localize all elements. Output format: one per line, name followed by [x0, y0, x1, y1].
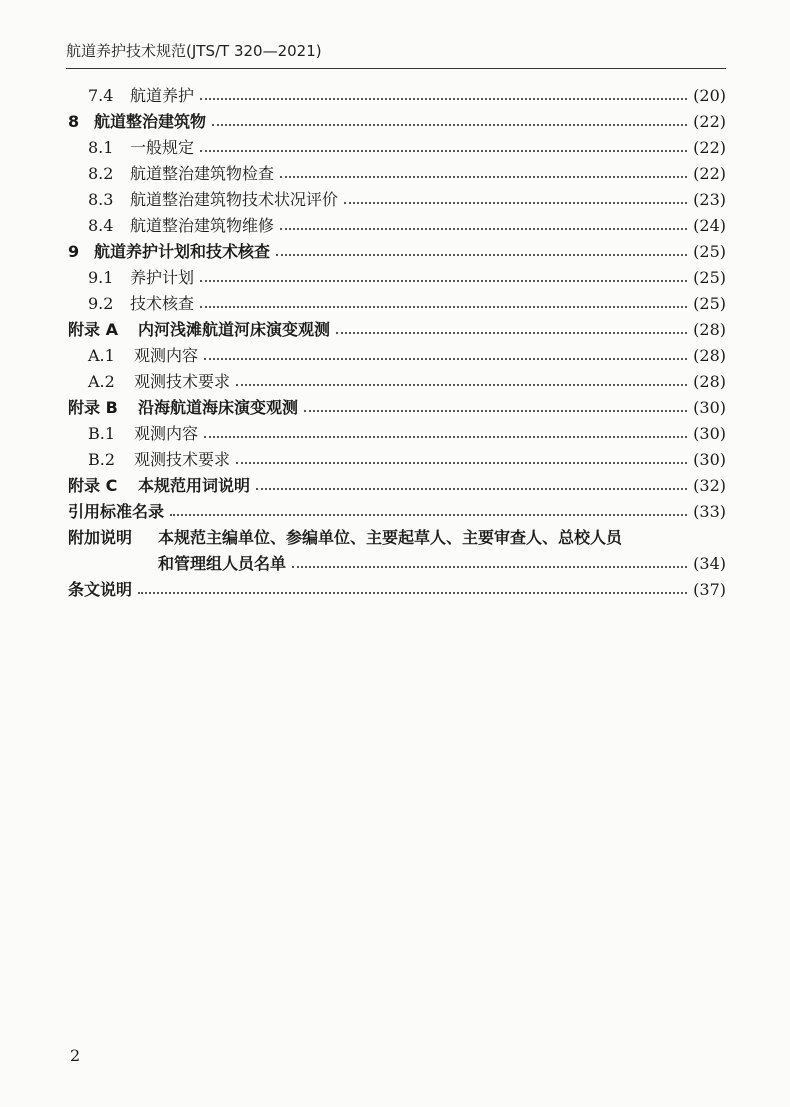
toc-number: A.1: [88, 346, 115, 365]
toc-number: 附加说明: [68, 528, 133, 547]
toc-number: 9: [68, 242, 80, 261]
toc-page: (37): [693, 580, 726, 599]
toc-number: 附录 B: [68, 398, 118, 417]
toc-number: 8.3: [88, 190, 114, 209]
toc-entry[interactable]: [88, 291, 726, 317]
toc-number: 附录 A: [68, 320, 118, 339]
toc-entry[interactable]: [68, 499, 726, 525]
dot-leader: [336, 332, 687, 334]
toc-entry[interactable]: [68, 317, 726, 343]
dot-leader: [200, 306, 687, 308]
toc-entry[interactable]: [88, 213, 726, 239]
toc-entry[interactable]: [88, 421, 726, 447]
toc-title: 航道整治建筑物: [94, 112, 207, 131]
dot-leader: [138, 592, 687, 594]
toc-entry[interactable]: [88, 135, 726, 161]
toc-page: (32): [693, 476, 726, 495]
dot-leader: [236, 462, 687, 464]
toc-entry[interactable]: [68, 525, 726, 551]
dot-leader: [292, 566, 687, 568]
toc-page: (28): [693, 372, 726, 391]
toc-page: (30): [693, 450, 726, 469]
toc-title: 本规范主编单位、参编单位、主要起草人、主要审查人、总校人员: [158, 528, 623, 547]
toc-entry[interactable]: [68, 395, 726, 421]
toc-title: 养护计划: [130, 268, 195, 287]
dot-leader: [256, 488, 687, 490]
toc-title: 本规范用词说明: [138, 476, 251, 495]
running-header: 航道养护技术规范(JTS/T 320—2021): [66, 42, 322, 60]
toc-number: 7.4: [88, 86, 114, 105]
toc-entry[interactable]: [88, 83, 726, 109]
dot-leader: [204, 436, 687, 438]
toc-entry[interactable]: [68, 473, 726, 499]
dot-leader: [276, 254, 687, 256]
toc-number: B.2: [88, 450, 116, 469]
toc-title: 观测内容: [134, 346, 199, 365]
toc-number: 8.4: [88, 216, 114, 235]
toc-title: 观测技术要求: [134, 450, 231, 469]
toc-title: 引用标准名录: [68, 502, 165, 521]
toc-entry[interactable]: [158, 551, 726, 577]
toc-number: 9.2: [88, 294, 114, 313]
toc-title: 内河浅滩航道河床演变观测: [138, 320, 331, 339]
dot-leader: [280, 228, 687, 230]
toc-entry[interactable]: [68, 577, 726, 603]
toc-title: 观测技术要求: [134, 372, 231, 391]
toc-title: 观测内容: [134, 424, 199, 443]
toc-page: (25): [693, 268, 726, 287]
toc-number: A.2: [88, 372, 115, 391]
dot-leader: [280, 176, 687, 178]
toc-entry[interactable]: [88, 161, 726, 187]
toc-number: 附录 C: [68, 476, 118, 495]
dot-leader: [200, 150, 687, 152]
dot-leader: [200, 280, 687, 282]
toc-title: 航道整治建筑物检查: [130, 164, 275, 183]
dot-leader: [204, 358, 687, 360]
toc-page: (30): [693, 424, 726, 443]
toc-number: 8: [68, 112, 80, 131]
dot-leader: [344, 202, 687, 204]
toc-number: 9.1: [88, 268, 114, 287]
toc-entry[interactable]: [88, 187, 726, 213]
toc-page: (28): [693, 346, 726, 365]
toc-page: (33): [693, 502, 726, 521]
toc-page: (22): [693, 112, 726, 131]
dot-leader: [170, 514, 687, 516]
header-rule: [66, 68, 726, 69]
dot-leader: [304, 410, 687, 412]
toc-number: 8.1: [88, 138, 114, 157]
toc-title: 技术核查: [130, 294, 195, 313]
toc-entry[interactable]: [68, 239, 726, 265]
toc-entry[interactable]: [88, 369, 726, 395]
toc-page: (30): [693, 398, 726, 417]
toc-number: B.1: [88, 424, 116, 443]
toc-page: (22): [693, 164, 726, 183]
dot-leader: [236, 384, 687, 386]
toc-page: (34): [693, 554, 726, 573]
toc-page: (20): [693, 86, 726, 105]
dot-leader: [212, 124, 687, 126]
toc-number: 8.2: [88, 164, 114, 183]
toc-title: 和管理组人员名单: [158, 554, 287, 573]
toc-title: 航道整治建筑物维修: [130, 216, 275, 235]
toc-entry[interactable]: [88, 265, 726, 291]
toc-title: 航道养护计划和技术核查: [94, 242, 271, 261]
toc-page: (25): [693, 242, 726, 261]
toc-title: 航道整治建筑物技术状况评价: [130, 190, 339, 209]
toc-page: (25): [693, 294, 726, 313]
toc-title: 沿海航道海床演变观测: [138, 398, 299, 417]
toc-entry[interactable]: [88, 343, 726, 369]
toc-page: (22): [693, 138, 726, 157]
toc-entry[interactable]: [68, 109, 726, 135]
toc-entry[interactable]: [88, 447, 726, 473]
dot-leader: [200, 98, 687, 100]
toc-page: (24): [693, 216, 726, 235]
page-number: 2: [70, 1046, 81, 1065]
toc-title: 一般规定: [130, 138, 195, 157]
toc-page: (23): [693, 190, 726, 209]
toc-title: 航道养护: [130, 86, 195, 105]
toc-page: (28): [693, 320, 726, 339]
toc-title: 条文说明: [68, 580, 133, 599]
